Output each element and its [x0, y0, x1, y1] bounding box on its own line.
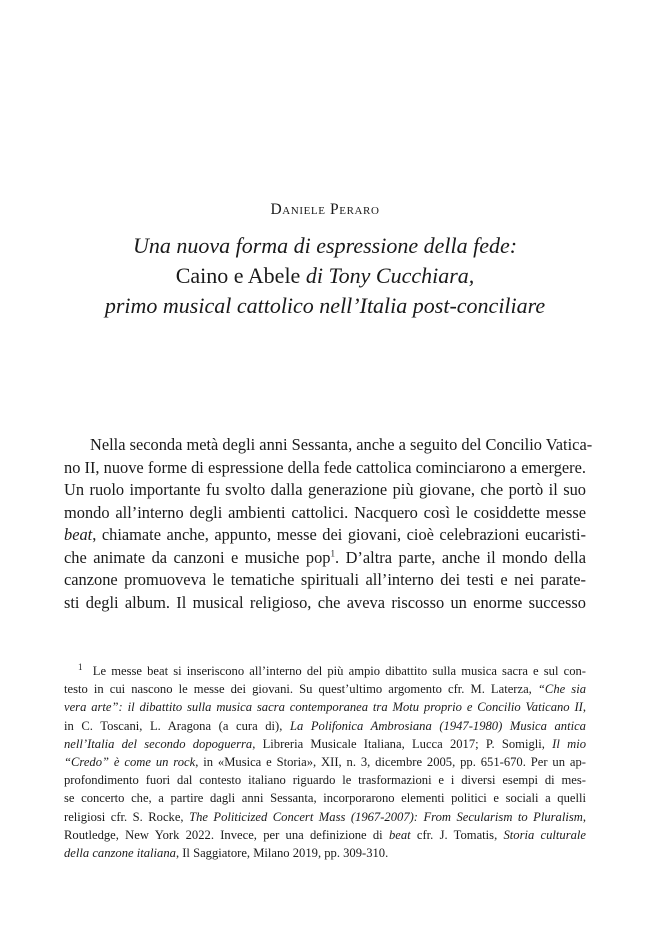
footnote-italic: beat	[388, 827, 411, 842]
footnote-line	[64, 698, 586, 716]
body-line: Un ruolo importante fu svolto dalla generazione più giovane, che portò il suo	[64, 480, 586, 499]
body-line: canzone promuoveva le tematiche spirituali all’interno dei testi e nei parate-	[64, 570, 586, 589]
footnote-line	[64, 680, 586, 698]
footnote-line	[64, 808, 586, 826]
footnote-text-run: in C. Toscani, L. Aragona (a cura di),	[64, 718, 290, 733]
footnote-italic: Il mio	[552, 736, 586, 751]
footnote-line	[64, 735, 586, 753]
footnote-text-run: ,	[582, 809, 586, 824]
title-line-3: primo musical cattolico nell’Italia post-conciliare	[104, 293, 546, 318]
footnote-text-run: ,	[582, 700, 586, 715]
footnote-reference[interactable]: 1	[330, 548, 335, 559]
footnote-text-run: , in «Musica e Storia», XII, n. 3, dicembre 2005, pp. 651-670. Per un ap-	[195, 755, 586, 770]
footnote-line: profondimento fuori dal contesto italiano riguardo le trasformazioni e i diversi esempi di mes-	[64, 773, 586, 788]
footnote-italic: “Credo” è come un rock	[64, 755, 196, 770]
footnote-marker: 1	[78, 661, 83, 672]
footnote-italic: La Polifonica Ambrosiana (1947-1980) Musica antica	[289, 718, 586, 733]
footnote-italic: della canzone italiana	[64, 846, 176, 861]
title-line-1: Una nuova forma di espressione della fede:	[132, 233, 518, 258]
footnote-text-run: Le messe beat si inseriscono all’interno del più ampio dibattito sulla musica sacra e sul con-	[92, 664, 586, 678]
footnote-italic: “Che sia	[537, 682, 586, 697]
body-line	[64, 524, 586, 547]
footnote-italic: vera arte”: il dibattito sulla musica sacra contemporanea tra Motu proprio e Concilio Vaticano II	[64, 700, 583, 715]
body-line: Nella seconda metà degli anni Sessanta, anche a seguito del Concilio Vatica-	[90, 435, 593, 454]
footnote-text-run: , Il Saggiatore, Milano 2019, pp. 309-310.	[175, 846, 389, 861]
footnote-italic: The Politicized Concert Mass (1967-2007): From Secularism to Pluralism	[189, 809, 583, 824]
title-line-2-roman: Caino e Abele	[175, 263, 306, 288]
footnote-italic: Storia culturale	[503, 827, 587, 842]
body-line: sti degli album. Il musical religioso, che aveva riscosso un enorme successo	[64, 592, 586, 612]
footnote-line	[64, 662, 586, 680]
footnote-text-run: testo in cui nascono le messe dei giovani. Su quest’ultimo argomento cfr. M. Laterza,	[64, 682, 538, 697]
footnote	[64, 662, 586, 862]
footnote-line	[64, 844, 586, 862]
footnote-text-run: cfr. J. Tomatis,	[410, 827, 504, 842]
footnote-line: se concerto che, a partire dagli anni Sessanta, incorporarono elementi politici e sociali a quelli	[64, 791, 586, 806]
chapter-title	[0, 231, 650, 321]
body-text-run: , chiamate anche, appunto, messe dei giovani, cioè celebrazioni eucaristi-	[92, 525, 586, 544]
footnote-italic: nell’Italia del secondo dopoguerra	[64, 736, 253, 751]
body-text-run: . D’altra parte, anche il mondo della	[334, 547, 586, 567]
footnote-line	[64, 826, 586, 844]
title-line-2	[0, 261, 650, 291]
title-line-2-italic: di Tony Cucchiara,	[305, 263, 475, 288]
body-line: no II, nuove forme di espressione della fede cattolica cominciarono a emergere.	[64, 457, 586, 477]
body-paragraph	[64, 434, 593, 614]
footnote-line	[64, 717, 586, 735]
body-text-run: che animate da canzoni e musiche pop	[64, 547, 331, 567]
footnote-text-run: religiosi cfr. S. Rocke,	[64, 809, 190, 824]
body-italic: beat	[64, 525, 93, 544]
footnote-text-run: , Libreria Musicale Italiana, Lucca 2017; P. Somigli,	[252, 736, 553, 751]
chapter-author: Daniele Peraro	[270, 201, 380, 218]
body-line	[64, 547, 586, 570]
footnote-line	[64, 753, 586, 771]
body-line: mondo all’interno degli ambienti cattolici. Nacquero così le cosiddette messe	[64, 502, 586, 522]
footnote-text-run: Routledge, New York 2022. Invece, per una definizione di	[64, 827, 389, 842]
